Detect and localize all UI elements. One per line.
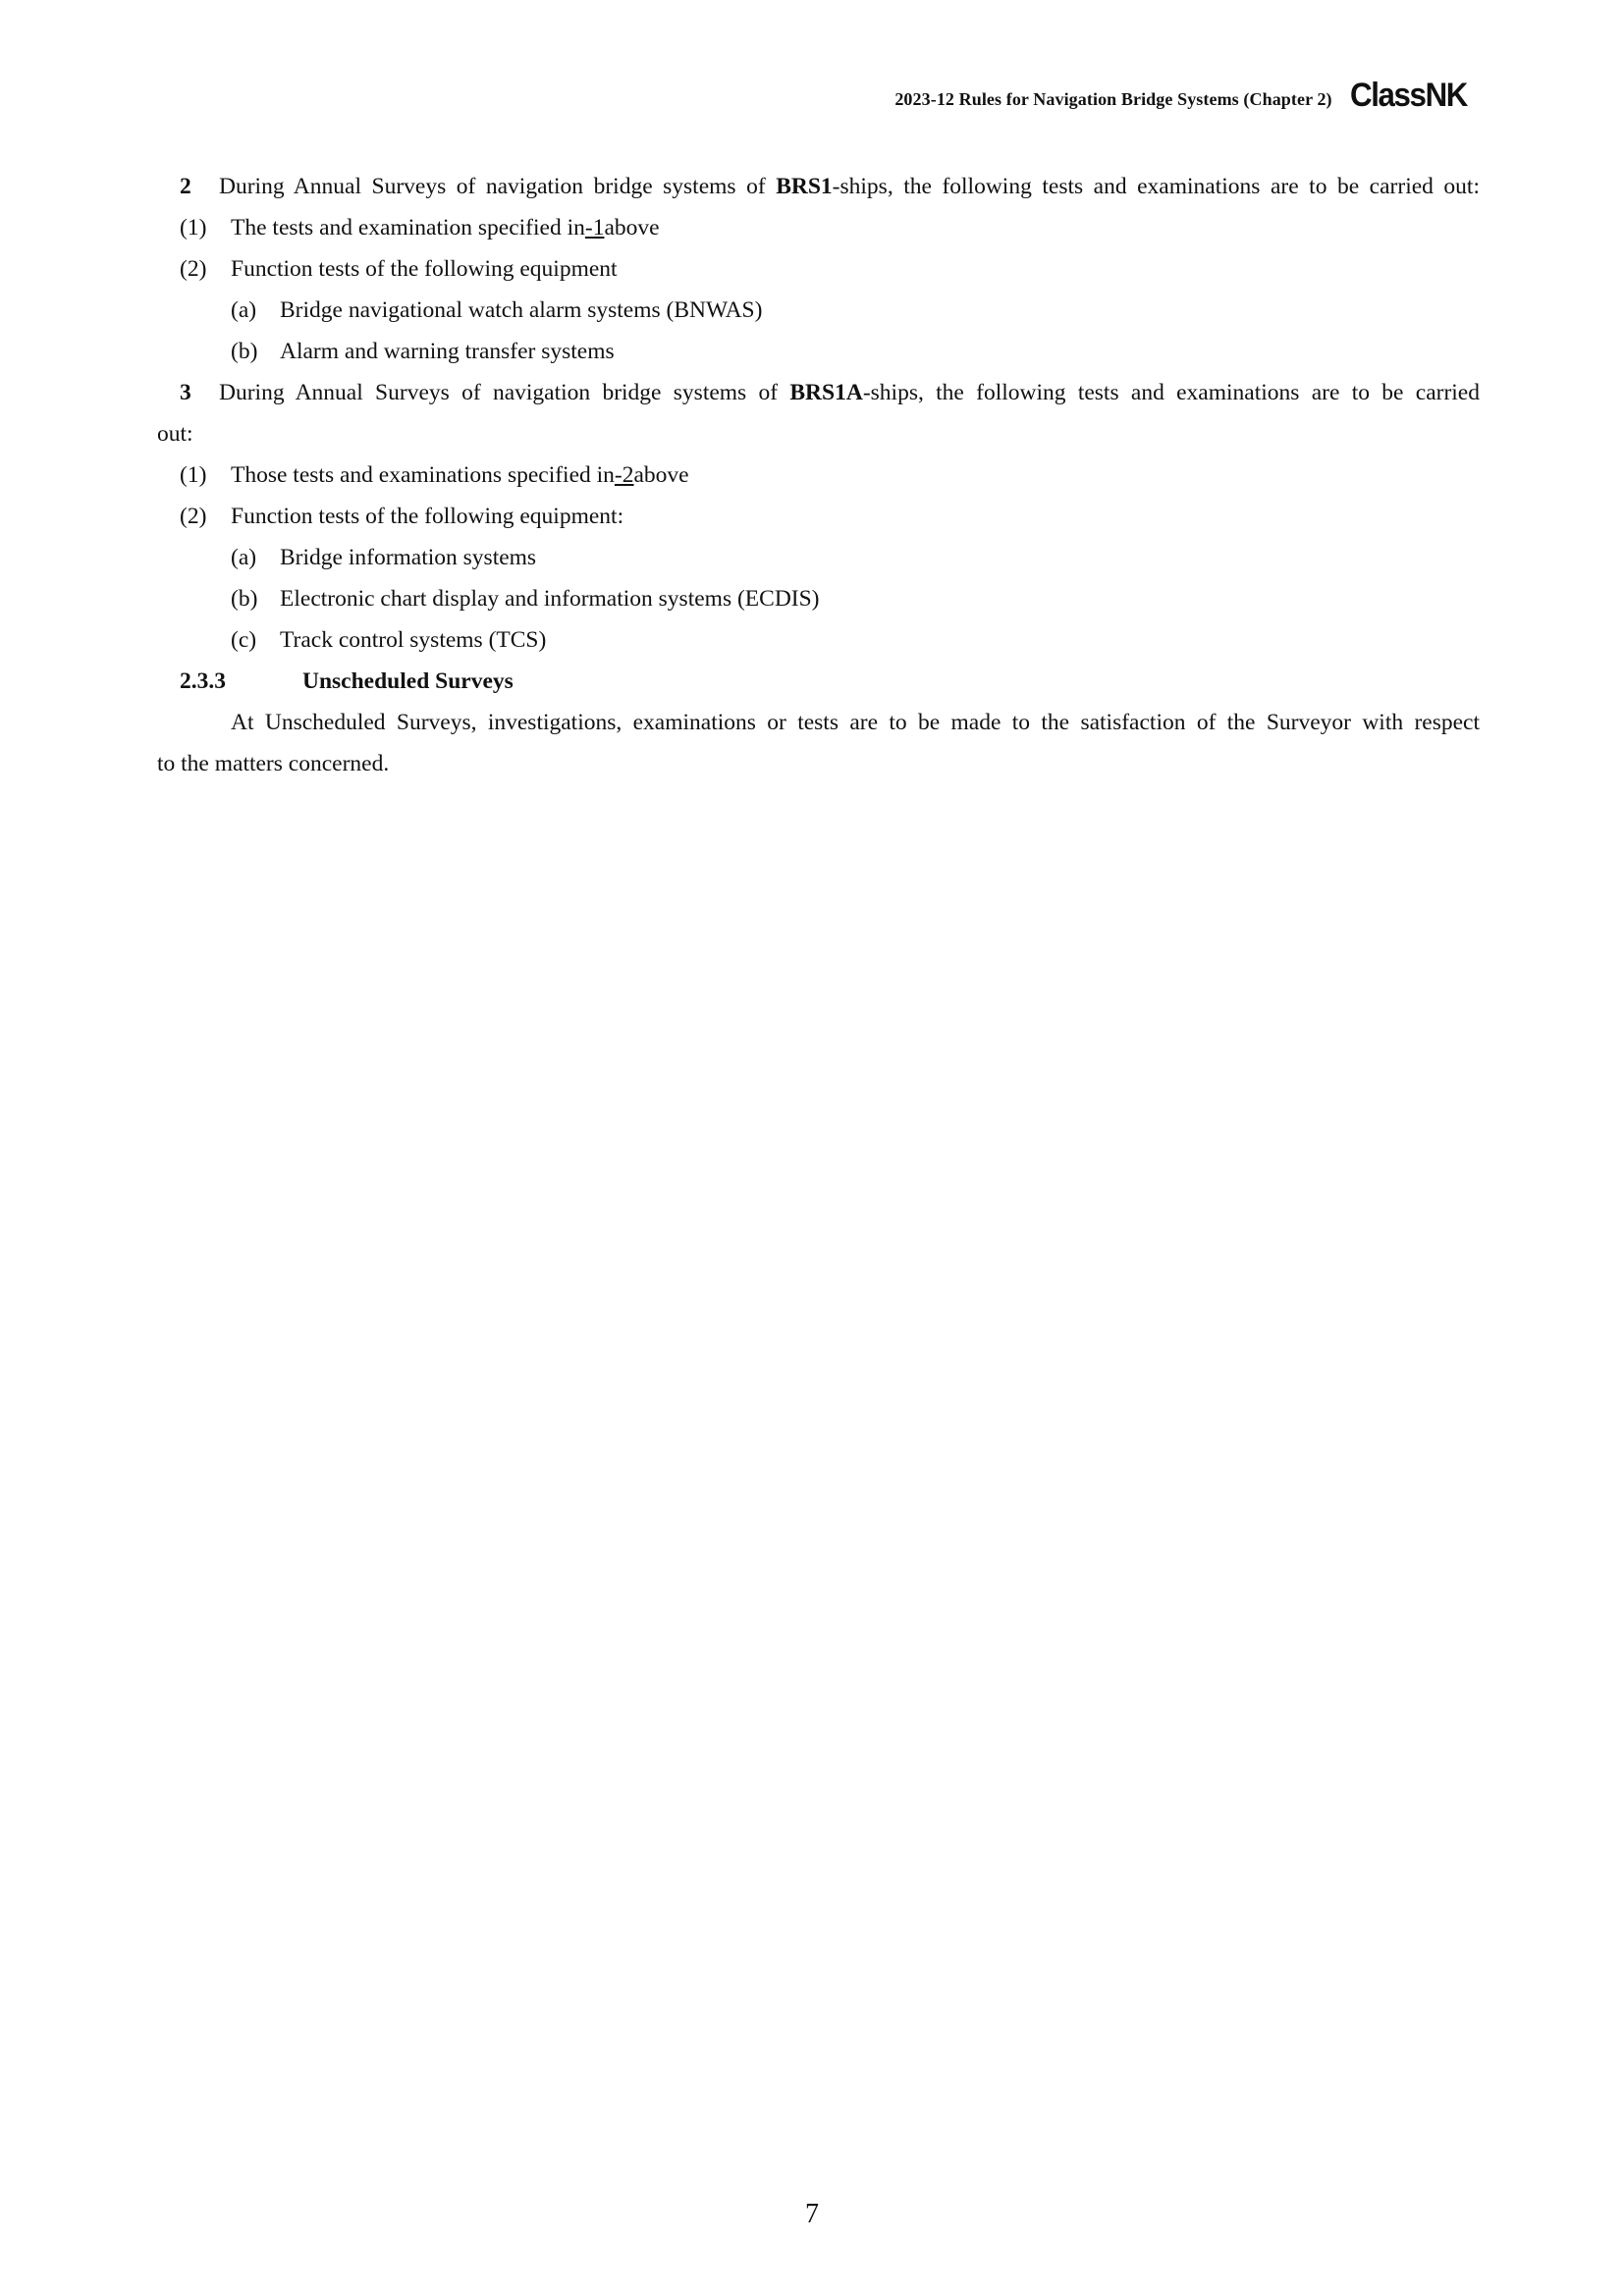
paragraph-number: 3	[180, 380, 191, 405]
list-marker: (c)	[231, 627, 257, 653]
list-item-text: The tests and examination specified in	[231, 215, 585, 240]
list-item-text: Bridge navigational watch alarm systems (BNWAS)	[280, 297, 763, 323]
list-marker: (2)	[180, 256, 207, 282]
document-body	[157, 166, 1480, 784]
list-marker: (a)	[231, 297, 257, 323]
paragraph-text: -ships, the following tests and examinations are to be carried	[862, 380, 1480, 405]
list-item-text: Function tests of the following equipment:	[231, 504, 624, 529]
paragraph-2	[157, 166, 1480, 207]
list-item-text: Those tests and examinations specified in	[231, 462, 615, 488]
section-title: Unscheduled Surveys	[302, 668, 514, 694]
list-marker: (1)	[180, 462, 207, 488]
section-number: 2.3.3	[180, 668, 226, 694]
paragraph-text: out:	[157, 421, 193, 447]
reference-link[interactable]: -1	[584, 215, 605, 240]
list-item	[157, 496, 1480, 537]
ship-notation: BRS1	[776, 174, 833, 199]
list-marker: (2)	[180, 504, 207, 529]
paragraph-number: 2	[180, 174, 191, 199]
list-marker: (b)	[231, 586, 258, 612]
page-number: 7	[805, 2199, 819, 2229]
sub-list-item	[157, 619, 1480, 661]
list-item-text: Alarm and warning transfer systems	[280, 339, 615, 364]
list-marker: (1)	[180, 215, 207, 240]
list-item	[157, 454, 1480, 496]
reference-link[interactable]: -2	[614, 462, 634, 488]
list-item-text: above	[604, 215, 660, 240]
list-item-text: Electronic chart display and information systems (ECDIS)	[280, 586, 820, 612]
section-heading	[157, 661, 1480, 702]
section-paragraph-continuation	[157, 743, 1480, 784]
page-header	[894, 77, 1477, 115]
paragraph-text: At Unscheduled Surveys, investigations, examinations or tests are to be made to the satisfaction of the Surveyor with respect	[231, 710, 1480, 735]
sub-list-item	[157, 290, 1480, 331]
sub-list-item	[157, 578, 1480, 619]
section-paragraph	[157, 702, 1480, 743]
list-item	[157, 207, 1480, 248]
sub-list-item	[157, 331, 1480, 372]
paragraph-text: to the matters concerned.	[157, 751, 390, 776]
classnk-logo: ClassNK	[1349, 77, 1467, 114]
list-item	[157, 248, 1480, 290]
list-item-text: Track control systems (TCS)	[280, 627, 547, 653]
list-item-text: Function tests of the following equipment	[231, 256, 618, 282]
paragraph-3	[157, 372, 1480, 413]
header-title: 2023-12 Rules for Navigation Bridge Systems (Chapter 2)	[894, 89, 1332, 109]
list-marker: (a)	[231, 545, 257, 570]
paragraph-continuation	[157, 413, 1480, 454]
paragraph-text: During Annual Surveys of navigation bridge systems of	[219, 174, 777, 199]
sub-list-item	[157, 537, 1480, 578]
list-item-text: above	[633, 462, 689, 488]
list-item-text: Bridge information systems	[280, 545, 537, 570]
paragraph-text: During Annual Surveys of navigation bridge systems of	[219, 380, 790, 405]
paragraph-text: -ships, the following tests and examinations are to be carried out:	[832, 174, 1480, 199]
ship-notation: BRS1A	[789, 380, 863, 405]
list-marker: (b)	[231, 339, 258, 364]
